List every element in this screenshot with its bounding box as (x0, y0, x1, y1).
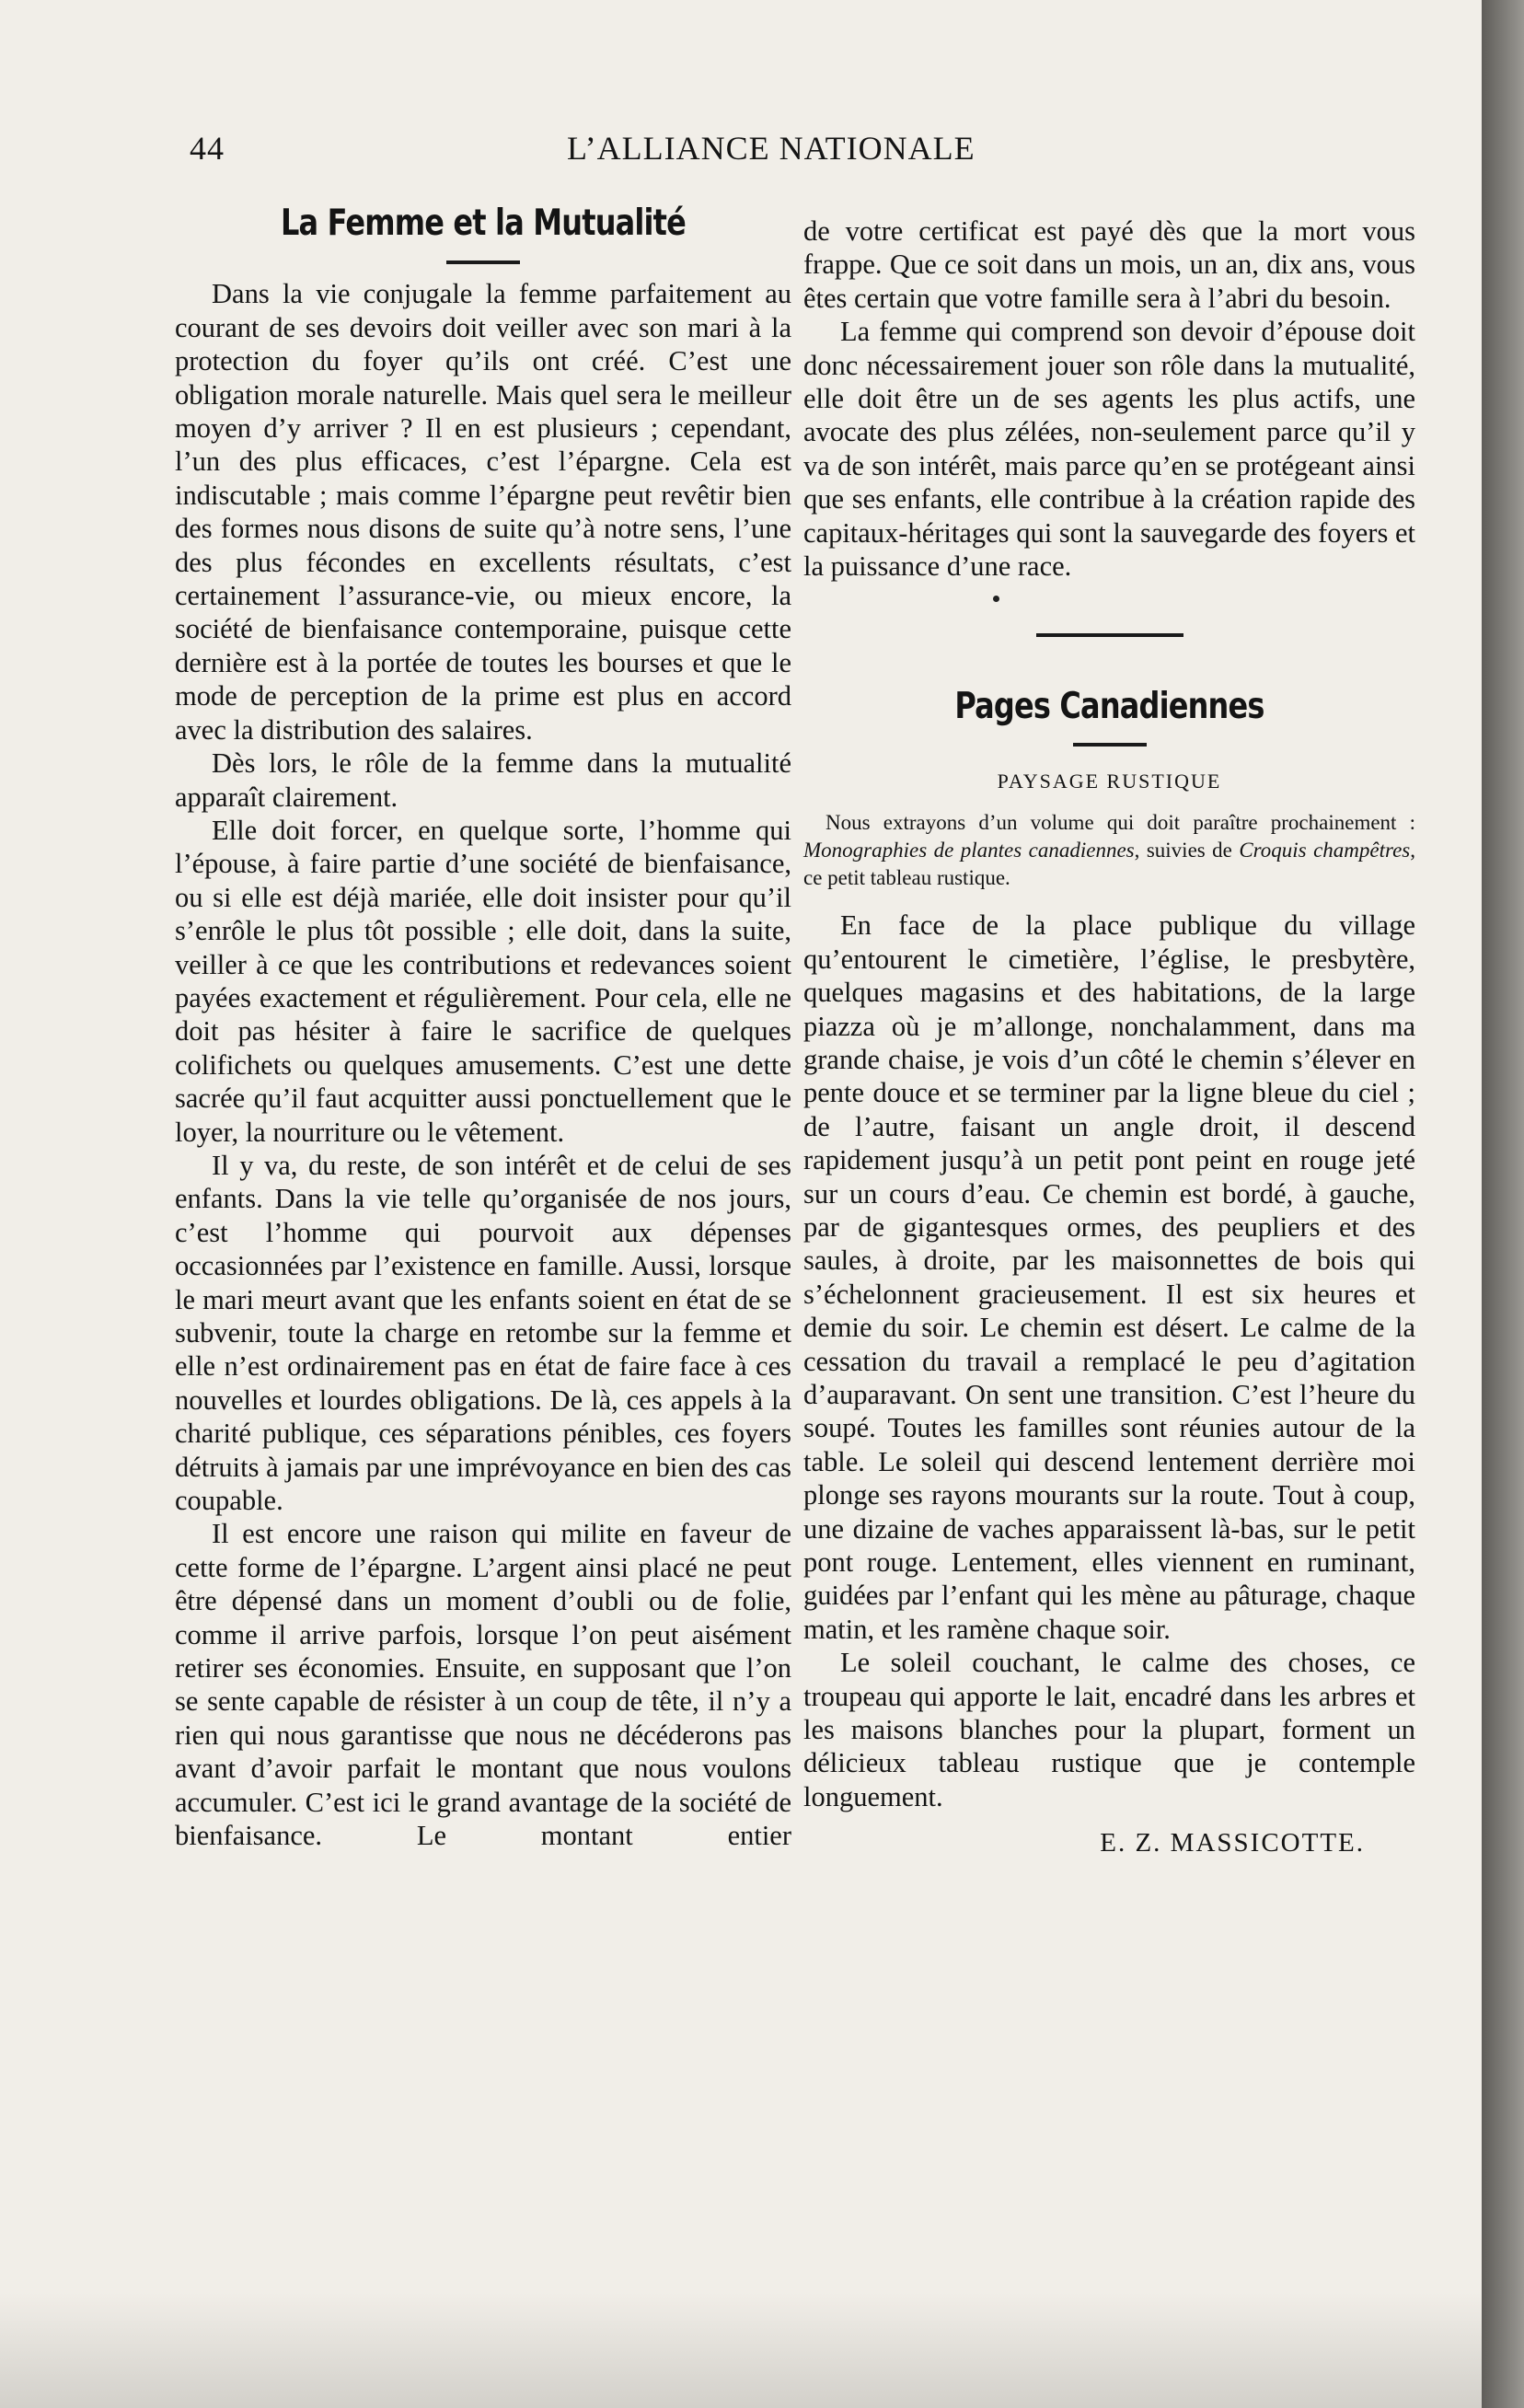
article-continuation: de votre certificat est payé dès que la mort vous frappe. Que ce soit dans un mois, un an, dix ans, vous êtes certain que votre famille sera à l’abri du besoin. (803, 215, 1415, 314)
author-signature: E. Z. MASSICOTTE. (1100, 1828, 1365, 1858)
separator-dot (993, 596, 999, 602)
article-title-pages-canadiennes: Pages Canadiennes (954, 686, 1264, 728)
editor-introduction: Nous extrayons d’un volume qui doit paraître prochainement : Monographies de plantes canadiennes, suivies de Croquis champêtres, ce petit tableau rustique. (803, 811, 1415, 890)
book-subtitle: Croquis champêtres (1239, 839, 1411, 862)
journal-title: L’ALLIANCE NATIONALE (567, 130, 976, 167)
left-column (175, 203, 791, 1853)
page-edge (1482, 0, 1524, 2408)
page-number: 44 (190, 130, 225, 167)
right-column (803, 214, 1415, 1860)
article-paragraph: Il y va, du reste, de son intérêt et de celui de ses enfants. Dans la vie telle qu’organisée de nos jours, c’est l’homme qui pourvoit aux dépenses occasionnées par l’existence en famille. Aussi, lorsque le mari meurt avant que les enfants soient en état de se subvenir, toute la charge en retombe sur la femme et elle n’est ordinairement pas en état de faire face à ces nouvelles et lourdes obligations. De là, ces appels à la charité publique, ces séparations pénibles, ces foyers détruits à jamais par une imprévoyance en bien des cas coupable. (175, 1149, 791, 1517)
article-paragraph: Dans la vie conjugale la femme parfaitement au courant de ses devoirs doit veiller avec son mari à la protection du foyer qu’ils ont créé. C’est une obligation morale naturelle. Mais quel sera le meilleur moyen d’y arriver ? Il en est plusieurs ; cependant, l’un des plus efficaces, c’est l’épargne. Cela est indiscutable ; mais comme l’épargne peut revêtir bien des formes nous disons de suite qu’à notre sens, l’une des plus fécondes en excellents résultats, c’est certainement l’assurance-vie, ou mieux encore, la société de bienfaisance contemporaine, puisque cette dernière est à la portée de toutes les bourses et que le mode de perception de la prime est plus en accord avec la distribution des salaires. (175, 278, 791, 746)
book-title: Monographies de plantes canadiennes (803, 839, 1135, 862)
page-bottom-shade (0, 2292, 1482, 2408)
article-title-femme-mutualite: La Femme et la Mutualité (280, 203, 687, 244)
article-paragraph: Dès lors, le rôle de la femme dans la mutualité apparaît clairement. (175, 747, 791, 813)
article-continuation: La femme qui comprend son devoir d’épouse doit donc nécessairement jouer son rôle dans la mutualité, elle doit être un de ses agents les plus actifs, une avocate des plus zélées, non-seulement parce qu’il y va de son intérêt, mais parce qu’en se protégeant ainsi que ses enfants, elle contribue à la création rapide des capitaux-héritages qui sont la sauvegarde des foyers et la puissance d’une race. (803, 316, 1415, 583)
running-head (190, 129, 1018, 175)
article-subtitle: PAYSAGE RUSTIQUE (997, 769, 1222, 793)
article-paragraph: En face de la place publique du village qu’entourent le cimetière, l’église, le presbytère, quelques magasins et des habitations, de la large piazza où je m’allonge, nonchalamment, dans ma grande chaise, je vois d’un côté le chemin s’élever en pente douce et se terminer par la ligne bleue du ciel ; de l’autre, faisant un angle droit, il descend rapidement jusqu’à un petit pont peint en rouge jeté sur un cours d’eau. Ce chemin est bordé, à gauche, par de gigantesques ormes, des peupliers et des saules, à droite, par les maisonnettes de bois qui s’échelonnent gracieusement. Il est six heures et demie du soir. Le chemin est désert. Le calme de la cessation du travail a remplacé le peu d’agitation d’auparavant. On sent une transition. C’est l’heure du soupé. Toutes les familles sont réunies autour de la table. Le soleil qui descend lentement derrière moi plonge ses rayons mourants sur la route. Tout à coup, une dizaine de vaches apparaissent là-bas, sur le petit pont rouge. Lentement, elles viennent en ruminant, guidées par l’enfant qui les mène au pâturage, chaque matin, et les ramène chaque soir. (803, 909, 1415, 1645)
article-paragraph: Le soleil couchant, le calme des choses, ce troupeau qui apporte le lait, encadré dans les arbres et les maisons blanches pour la plupart, forment un délicieux tableau rustique que je contemple longuement. (803, 1647, 1415, 1812)
article-paragraph: Il est encore une raison qui milite en faveur de cette forme de l’épargne. L’argent ainsi placé ne peut être dépensé dans un moment d’oubli ou de folie, comme il arrive parfois, lorsque l’on peut aisément retirer ses économies. Ensuite, en supposant que l’on se sente capable de résister à un coup de tête, il n’y a rien qui nous garantisse que nous ne décéderons pas avant d’avoir parfait le montant que nous voulons accumuler. C’est ici le grand avantage de la société de bienfaisance. Le montant entier (175, 1518, 791, 1852)
article-paragraph: Elle doit forcer, en quelque sorte, l’homme qui l’épouse, à faire partie d’une société de bienfaisance, ou si elle est déjà mariée, elle doit insister pour qu’il s’enrôle le plus tôt possible ; elle doit, dans la suite, veiller à ce que les contributions et redevances soient payées exactement et régulièrement. Pour cela, elle ne doit pas hésiter à faire le sacrifice de quelques colifichets ou quelques amusements. C’est une dette sacrée qu’il faut acquitter aussi ponctuellement que le loyer, la nourriture ou le vêtement. (175, 814, 791, 1148)
